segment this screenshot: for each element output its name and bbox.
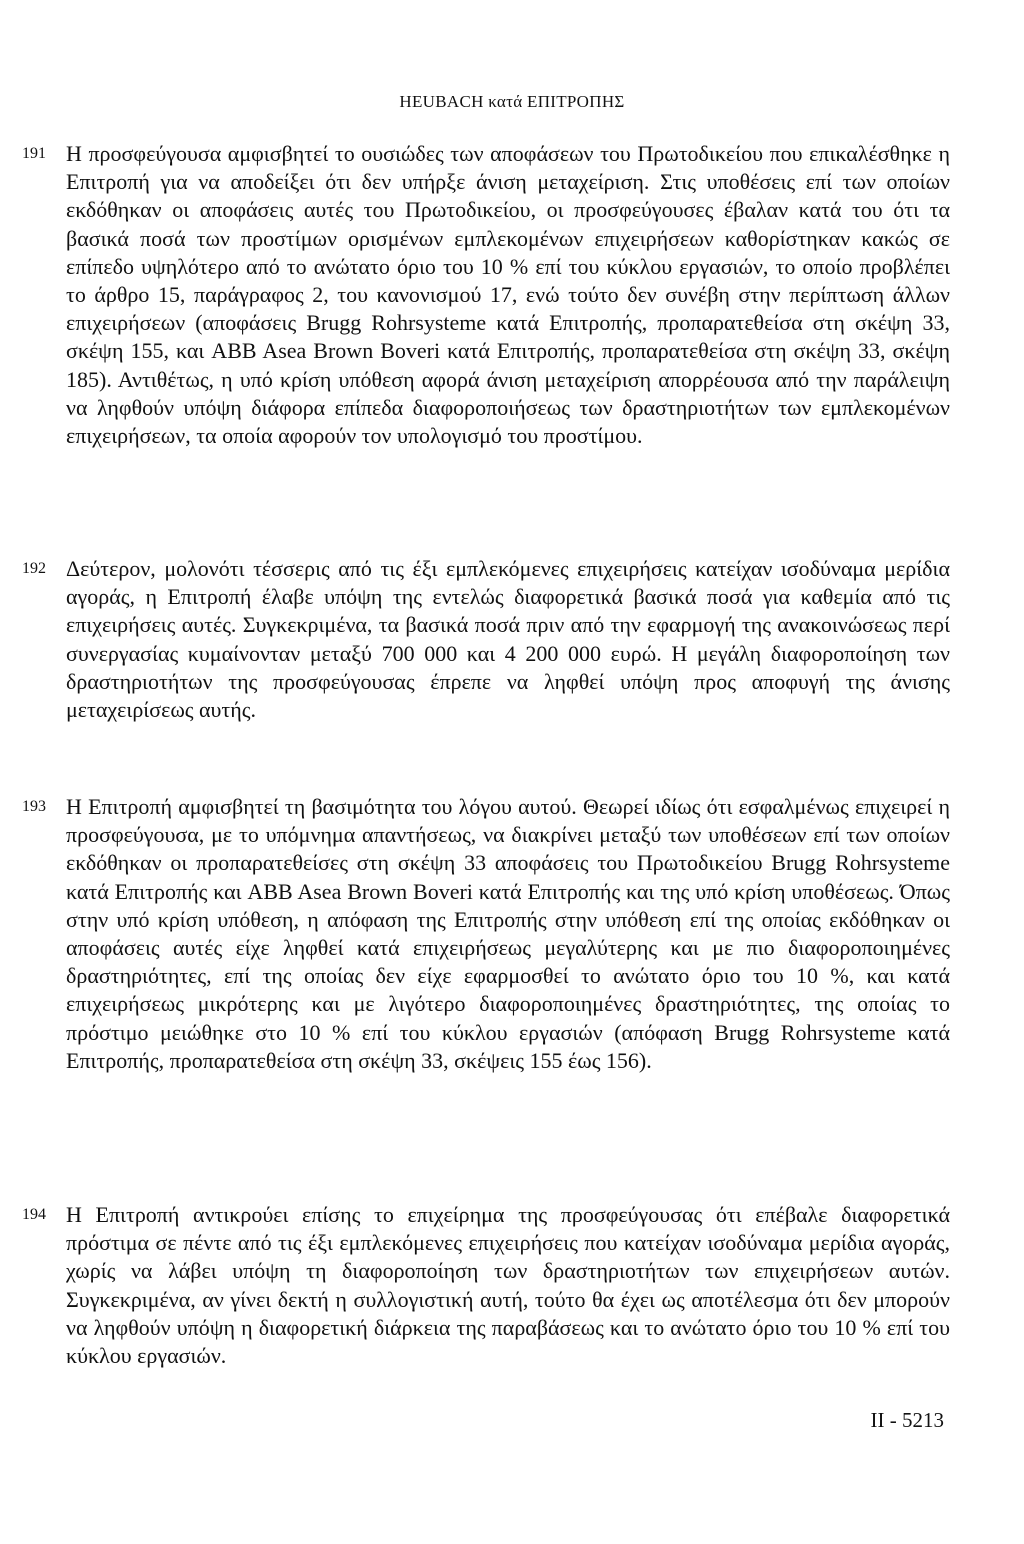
paragraph-number: 191 xyxy=(22,145,46,162)
page-number: II - 5213 xyxy=(870,1408,944,1432)
paragraph-text: Δεύτερον, μολονότι τέσσερις από τις έξι εμπλεκόμενες επιχειρήσεις κατείχαν ισοδύναμα μερίδια αγοράς, η Επιτροπή έλαβε υπόψη της εντελώς διαφορετικά βασικά ποσά για καθεμία από τις επιχειρήσεις αυτές. Συγκεκριμένα, τα βασικά ποσά πριν από την εφαρμογή της ανακοινώσεως περί συνεργασίας κυμαίνονταν μεταξύ 700 000 και 4 200 000 ευρώ. Η μεγάλη διαφοροποίηση των δραστηριοτήτων της προσφεύγουσας έπρεπε να ληφθεί υπόψη προς αποφυγή της άνισης μεταχειρίσεως αυτής. xyxy=(66,556,950,723)
paragraph-number: 193 xyxy=(22,798,46,815)
paragraph-193 xyxy=(22,793,950,1075)
paragraph-192 xyxy=(22,555,950,724)
paragraph-number: 194 xyxy=(22,1206,46,1223)
paragraph-text: Η Επιτροπή αντικρούει επίσης το επιχείρημα της προσφεύγουσας ότι επέβαλε διαφορετικά πρόστιμα σε πέντε από τις έξι εμπλεκόμενες επιχειρήσεις που κατείχαν ισοδύναμα μερίδια αγοράς, χωρίς να λάβει υπόψη τη διαφοροποίηση των δραστηριοτήτων των επιχειρήσεων αυτών. Συγκεκριμένα, αν γίνει δεκτή η συλλογιστική αυτή, τούτο θα έχει ως αποτέλεσμα ότι δεν μπορούν να ληφθούν υπόψη η διαφορετική διάρκεια της παραβάσεως και το ανώτατο όριο του 10 % επί του κύκλου εργασιών. xyxy=(66,1202,950,1369)
paragraph-number: 192 xyxy=(22,560,46,577)
paragraph-text: Η προσφεύγουσα αμφισβητεί το ουσιώδες των αποφάσεων του Πρωτοδικείου που επικαλέσθηκε η Επιτροπή για να αποδείξει ότι δεν υπήρξε άνιση μεταχείριση. Στις υποθέσεις επί των οποίων εκδόθηκαν οι αποφάσεις αυτές του Πρωτοδικείου, οι προσφεύγουσες έβαλαν κατά του ότι τα βασικά ποσά των προστίμων ορισμένων εμπλεκομένων επιχειρήσεων καθορίστηκαν κακώς σε επίπεδο υψηλότερο από το ανώτατο όριο του 10 % επί του κύκλου εργασιών, το οποίο προβλέπει το άρθρο 15, παράγραφος 2, του κανονισμού 17, ενώ τούτο δεν συνέβη στην περίπτωση άλλων επιχειρήσεων (αποφάσεις Brugg Rohrsysteme κατά Επιτροπής, προπαρατεθείσα στη σκέψη 33, σκέψη 155, και ABB Asea Brown Boveri κατά Επιτροπής, προπαρατεθείσα στη σκέψη 33, σκέψη 185). Αντιθέτως, η υπό κρίση υπόθεση αφορά άνιση μεταχείριση απορρέουσα από την παράλειψη να ληφθούν υπόψη διάφορα επίπεδα διαφοροποιήσεως των δραστηριοτήτων των εμπλεκομένων επιχειρήσεων, τα οποία αφορούν τον υπολογισμό του προστίμου. xyxy=(66,141,950,449)
paragraph-text: Η Επιτροπή αμφισβητεί τη βασιμότητα του λόγου αυτού. Θεωρεί ιδίως ότι εσφαλμένως επιχειρεί η προσφεύγουσα, με το υπόμνημα απαντήσεως, να διακρίνει μεταξύ των υποθέσεων επί των οποίων εκδόθηκαν οι προπαρατεθείσες στη σκέψη 33 αποφάσεις του Πρωτοδικείου Brugg Rohrsysteme κατά Επιτροπής και ABB Asea Brown Boveri κατά Επιτροπής και της υπό κρίση υποθέσεως. Όπως στην υπό κρίση υπόθεση, η απόφαση της Επιτροπής στην υπόθεση επί της οποίας εκδόθηκαν οι αποφάσεις αυτές είχε ληφθεί κατά επιχειρήσεως μεγαλύτερης και με πιο διαφοροποιημένες δραστηριότητες, επί της οποίας δεν είχε εφαρμοσθεί το ανώτατο όριο του 10 %, και κατά επιχειρήσεως μικρότερης και με λιγότερο διαφοροποιημένες δραστηριότητες, της οποίας το πρόστιμο μειώθηκε στο 10 % επί του κύκλου εργασιών (απόφαση Brugg Rohrsysteme κατά Επιτροπής, προπαρατεθείσα στη σκέψη 33, σκέψεις 155 έως 156). xyxy=(66,794,950,1073)
paragraph-191 xyxy=(22,140,950,450)
running-header: HEUBACH κατά ΕΠΙΤΡΟΠΗΣ xyxy=(399,92,625,111)
paragraph-194 xyxy=(22,1201,950,1370)
